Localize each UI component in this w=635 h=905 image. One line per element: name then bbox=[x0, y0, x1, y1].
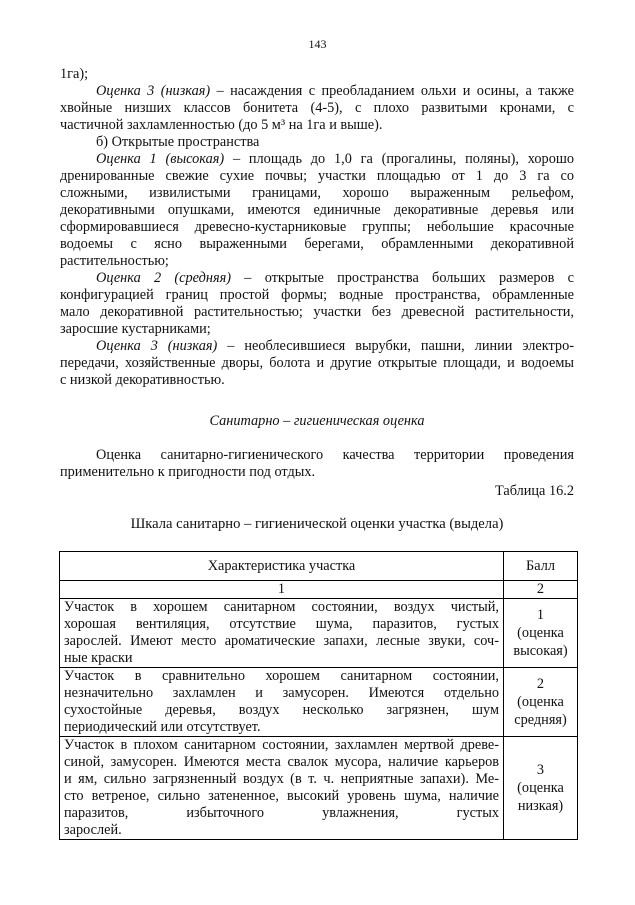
text-line bbox=[60, 134, 574, 151]
text-segment: мало декоративной растительностью; участки без древесной растительности, bbox=[60, 304, 574, 320]
score-line: (оценка bbox=[517, 625, 564, 641]
rating-term: Оценка 3 (низкая) bbox=[96, 338, 218, 354]
characteristic-line: синой, замусорен. Имеются места свалок мусора, наличие карьеров bbox=[64, 754, 499, 770]
rating-term: Оценка 3 (низкая) bbox=[96, 83, 211, 99]
header-score: Балл bbox=[504, 552, 578, 581]
score-value bbox=[504, 599, 578, 668]
column-number: 1 bbox=[60, 581, 504, 599]
table-row bbox=[60, 599, 578, 668]
table-row bbox=[60, 737, 578, 840]
text-line bbox=[60, 338, 574, 355]
body-text bbox=[60, 66, 574, 389]
header-characteristic: Характеристика участка bbox=[60, 552, 504, 581]
score-line: (оценка bbox=[517, 780, 564, 796]
text-segment: – открытые пространства больших размеров с bbox=[231, 270, 575, 286]
text-segment: хвойные низших классов бонитета (4-5), с плохо развитыми кронами, с bbox=[60, 100, 574, 116]
text-line bbox=[60, 355, 574, 372]
characteristic-line: Участок в плохом санитарном состоянии, захламлен мертвой древе- bbox=[64, 737, 499, 753]
text-segment: сложными, извилистыми границами, хорошо выраженным рельефом, bbox=[60, 185, 574, 201]
sanitary-evaluation-table bbox=[59, 551, 578, 840]
characteristic-line: периодический или отсутствует. bbox=[64, 719, 261, 735]
score-line: (оценка bbox=[517, 694, 564, 710]
site-characteristic bbox=[60, 599, 504, 668]
characteristic-line: ные краски bbox=[64, 650, 133, 666]
text-segment: передачи, хозяйственные дворы, болота и другие открытые площади, и водоемы bbox=[60, 355, 574, 371]
text-line bbox=[60, 304, 574, 321]
table-caption: Шкала санитарно – гигиенической оценки участка (выдела) bbox=[130, 516, 504, 532]
characteristic-line: сто ветреное, сильно затененное, высокий уровень шума, наличие bbox=[64, 788, 499, 804]
section-title: Санитарно – гигиеническая оценка bbox=[209, 413, 425, 429]
text-line bbox=[60, 287, 574, 304]
text-line bbox=[60, 270, 574, 287]
column-number-row bbox=[60, 581, 578, 599]
text-segment: – необлесившиеся вырубки, пашни, линии электро- bbox=[217, 338, 574, 354]
text-segment: сформировавшиеся древесно-кустарниковые группы; небольшие красочные bbox=[60, 219, 574, 235]
paragraph-line: применительно к пригодности под отдых. bbox=[60, 464, 316, 480]
score-line: низкая) bbox=[517, 798, 564, 814]
score-line: средняя) bbox=[514, 712, 567, 728]
text-segment: частичной захламленностью (до 5 м³ на 1га и выше). bbox=[60, 117, 383, 133]
score-value bbox=[504, 668, 578, 737]
text-line bbox=[60, 253, 574, 270]
characteristic-line: сухостойные деревья, воздух несколько загрязнен, шум bbox=[64, 702, 499, 718]
table-header-row bbox=[60, 552, 578, 581]
paragraph-line: Оценка санитарно-гигиенического качества территории проведения bbox=[96, 447, 574, 463]
text-segment: декоративными опушками, имеются единичные декоративные деревья или bbox=[60, 202, 574, 218]
text-segment: растительностью; bbox=[60, 253, 169, 269]
text-segment: водоемы с ясно выраженными берегами, обрамленными декоративной bbox=[60, 236, 574, 252]
text-line bbox=[60, 100, 574, 117]
score-line: 2 bbox=[536, 676, 545, 692]
text-line bbox=[60, 202, 574, 219]
text-line bbox=[60, 117, 574, 134]
text-segment: – насаждения с преобладанием ольхи и осины, а также bbox=[210, 83, 574, 99]
characteristic-line: незначительно захламлен и замусорен. Имеются отдельно bbox=[64, 685, 499, 701]
characteristic-line: Участок в хорошем санитарном состоянии, воздух чистый, bbox=[64, 599, 499, 615]
characteristic-line: паразитов, избыточного увлажнения, густых bbox=[64, 805, 499, 821]
site-characteristic bbox=[60, 668, 504, 737]
score-value bbox=[504, 737, 578, 840]
text-line bbox=[60, 66, 574, 83]
paragraph-sanitary bbox=[60, 447, 574, 481]
text-segment: 1га); bbox=[60, 66, 89, 82]
text-line bbox=[60, 168, 574, 185]
text-line bbox=[60, 236, 574, 253]
text-line bbox=[60, 151, 574, 168]
score-line: 1 bbox=[536, 607, 545, 623]
characteristic-line: Участок в сравнительно хорошем санитарном состоянии, bbox=[64, 668, 499, 684]
rating-term: Оценка 2 (средняя) bbox=[96, 270, 232, 286]
text-segment: – площадь до 1,0 га (прогалины, поляны), хорошо bbox=[224, 151, 575, 167]
characteristic-line: и ям, сильно загрязненный воздух (в т. ч. неприятные запахи). Ме- bbox=[64, 771, 499, 787]
text-segment: заросшие кустарниками; bbox=[60, 321, 211, 337]
table-row bbox=[60, 668, 578, 737]
score-line: 3 bbox=[536, 762, 545, 778]
rating-term: Оценка 1 (высокая) bbox=[96, 151, 225, 167]
text-segment: конфигурацией границ простой формы; водные пространства, обрамленные bbox=[60, 287, 574, 303]
table-label: Таблица 16.2 bbox=[494, 483, 574, 499]
text-line bbox=[60, 185, 574, 202]
text-segment: б) Открытые пространства bbox=[96, 134, 260, 150]
characteristic-line: хорошая вентиляция, отсутствие шума, паразитов, густых bbox=[64, 616, 499, 632]
score-line: высокая) bbox=[513, 643, 568, 659]
characteristic-line: зарослей. bbox=[64, 822, 122, 838]
characteristic-line: зарослей. Имеют место ароматические запахи, лесные звуки, соч- bbox=[64, 633, 499, 649]
site-characteristic bbox=[60, 737, 504, 840]
page-number: 143 bbox=[308, 37, 327, 51]
text-line bbox=[60, 219, 574, 236]
text-line bbox=[60, 372, 574, 389]
column-number: 2 bbox=[504, 581, 578, 599]
text-line bbox=[60, 321, 574, 338]
text-segment: с низкой декоративностью. bbox=[60, 372, 225, 388]
text-segment: дренированные свежие сухие почвы; участки площадью от 1 до 3 га со bbox=[60, 168, 574, 184]
text-line bbox=[60, 83, 574, 100]
